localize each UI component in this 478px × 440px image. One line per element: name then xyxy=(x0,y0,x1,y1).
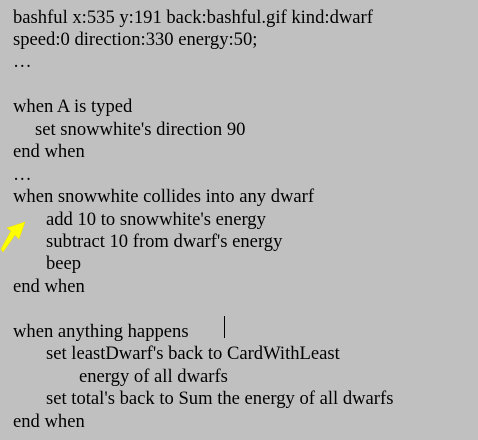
script-line-8[interactable]: … xyxy=(13,164,32,185)
script-line-12[interactable]: beep xyxy=(46,253,82,274)
script-line-17[interactable]: energy of all dwarfs xyxy=(79,366,228,387)
script-line-10[interactable]: add 10 to snowwhite's energy xyxy=(46,209,266,230)
script-line-9[interactable]: when snowwhite collides into any dwarf xyxy=(13,186,315,207)
script-line-11[interactable]: subtract 10 from dwarf's energy xyxy=(46,231,283,252)
script-line-3[interactable]: … xyxy=(13,51,32,72)
script-line-19[interactable]: end when xyxy=(13,411,85,432)
script-line-7[interactable]: end when xyxy=(13,141,85,162)
script-line-18[interactable]: set total's back to Sum the energy of all dwarfs xyxy=(46,388,394,409)
script-line-2[interactable]: speed:0 direction:330 energy:50; xyxy=(13,29,258,50)
script-line-16[interactable]: set leastDwarf's back to CardWithLeast xyxy=(46,343,340,364)
script-line-5[interactable]: when A is typed xyxy=(13,96,133,117)
script-line-1[interactable]: bashful x:535 y:191 back:bashful.gif kind:dwarf xyxy=(13,7,373,28)
script-line-13[interactable]: end when xyxy=(13,276,85,297)
text-caret xyxy=(224,316,225,338)
script-line-6[interactable]: set snowwhite's direction 90 xyxy=(35,119,246,140)
yellow-arrow-icon xyxy=(0,218,30,258)
script-line-15[interactable]: when anything happens xyxy=(13,321,189,342)
